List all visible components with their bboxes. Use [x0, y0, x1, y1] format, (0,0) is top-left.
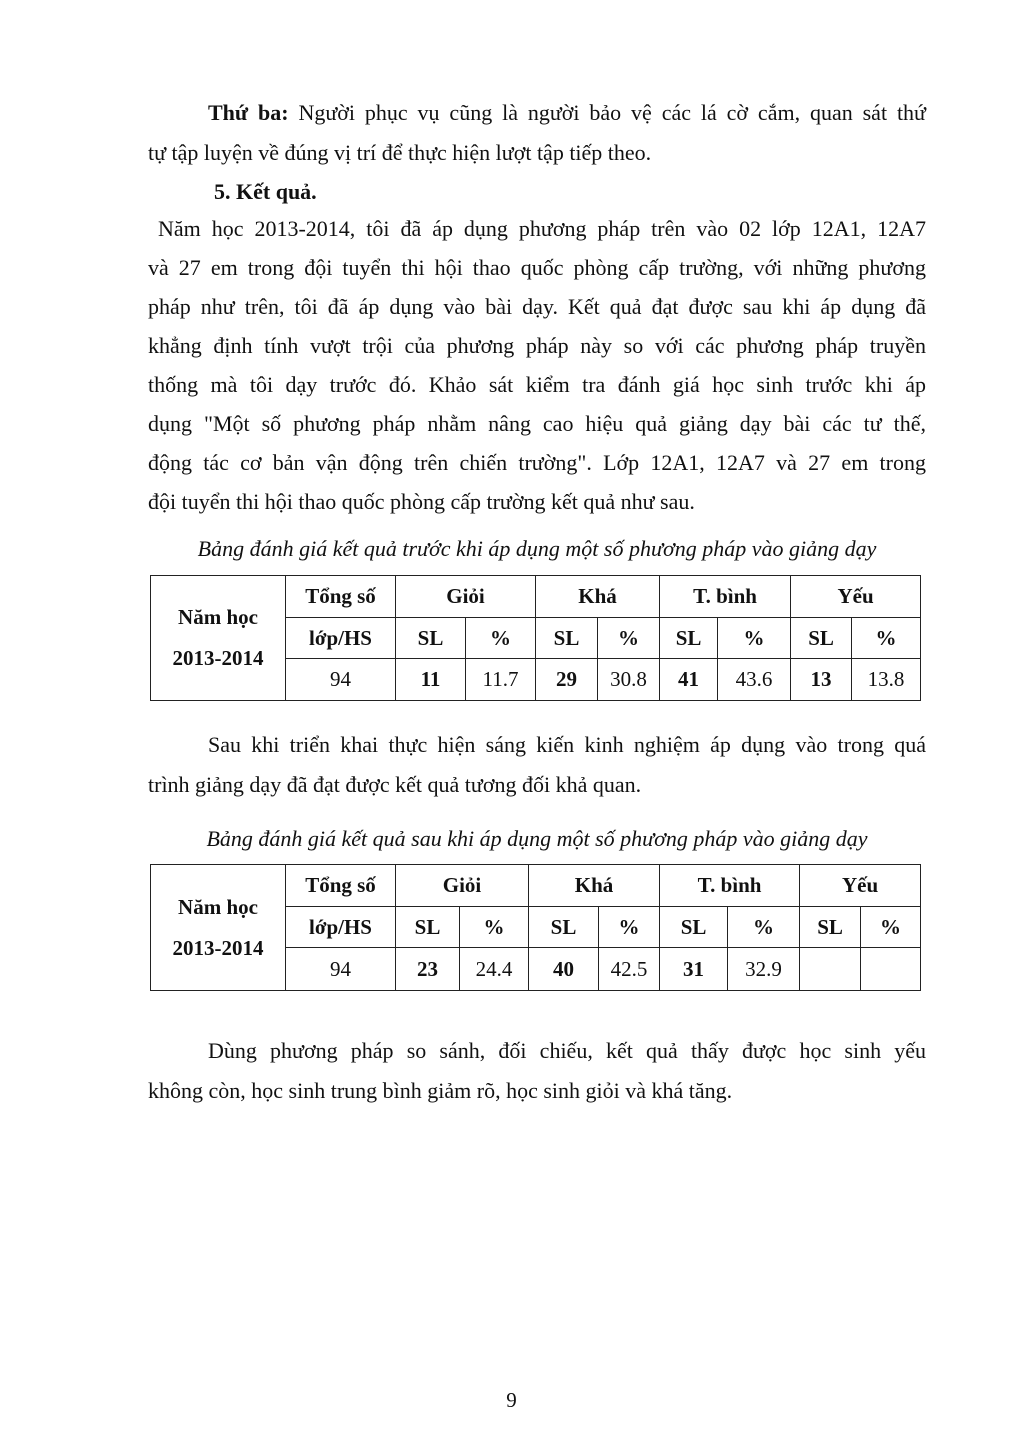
table-cell: 43.6 [718, 659, 791, 701]
table-cell: 31 [660, 948, 728, 991]
total-header-sub: lớp/HS [286, 618, 396, 659]
sl-header: SL [791, 618, 852, 659]
table-cell: 13 [791, 659, 852, 701]
group-header-kha: Khá [529, 865, 660, 907]
total-value: 94 [286, 948, 396, 991]
paragraph-line: tự tập luyện về đúng vị trí để thực hiện lượt tập tiếp theo. [148, 140, 652, 165]
year-value: 2013-2014 [172, 935, 264, 960]
paragraph-line: không còn, học sinh trung bình giảm rõ, học sinh giỏi và khá tăng. [148, 1078, 733, 1103]
pct-header: % [852, 618, 921, 659]
year-label: Năm học [178, 605, 258, 629]
table-cell: 40 [529, 948, 599, 991]
pct-header: % [599, 907, 660, 948]
table-cell: 23 [396, 948, 460, 991]
total-header-sub: lớp/HS [286, 907, 396, 948]
paragraph-line: pháp như trên, tôi đã áp dụng vào bài dạy. Kết quả đạt được sau khi áp dụng đã [148, 294, 926, 319]
table-cell: 11.7 [466, 659, 536, 701]
sl-header: SL [800, 907, 861, 948]
paragraph-line: đội tuyển thi hội thao quốc phòng cấp trường kết quả như sau. [148, 489, 695, 514]
table-cell: 11 [396, 659, 466, 701]
sl-header: SL [660, 907, 728, 948]
table-caption: Bảng đánh giá kết quả trước khi áp dụng một số phương pháp vào giảng dạy [197, 536, 877, 561]
pct-header: % [861, 907, 921, 948]
group-header-kha: Khá [536, 576, 660, 618]
paragraph-line: dụng "Một số phương pháp nhằm nâng cao hiệu quả giảng dạy bài các tư thế, [148, 411, 926, 436]
pct-header: % [598, 618, 660, 659]
table-cell: 42.5 [599, 948, 660, 991]
table-cell [861, 948, 921, 991]
year-value: 2013-2014 [172, 646, 264, 670]
paragraph-line: trình giảng dạy đã đạt được kết quả tương đối khả quan. [148, 772, 642, 797]
total-header: Tổng số [286, 865, 396, 907]
sl-header: SL [529, 907, 599, 948]
results-table-before [150, 575, 921, 701]
group-header-gioi: Giỏi [396, 576, 536, 618]
paragraph-line [208, 102, 926, 124]
table-cell: 30.8 [598, 659, 660, 701]
paragraph-line: động tác cơ bản vận động trên chiến trường". Lớp 12A1, 12A7 và 27 em trong [148, 450, 926, 475]
group-header-gioi: Giỏi [396, 865, 529, 907]
results-table-after [150, 864, 921, 991]
paragraph-lead: Thứ ba: [208, 100, 289, 125]
sl-header: SL [396, 907, 460, 948]
table-cell: 24.4 [460, 948, 529, 991]
paragraph-line: khẳng định tính vượt trội của phương pháp này so với các phương pháp truyền [148, 333, 926, 358]
year-label: Năm học [178, 894, 258, 919]
sl-header: SL [396, 618, 466, 659]
paragraph-line: Sau khi triển khai thực hiện sáng kiến kinh nghiệm áp dụng vào trong quá [208, 732, 926, 757]
paragraph-line: thống mà tôi dạy trước đó. Khảo sát kiểm tra đánh giá học sinh trước khi áp [148, 372, 926, 397]
paragraph-line: Năm học 2013-2014, tôi đã áp dụng phương pháp trên vào 02 lớp 12A1, 12A7 [158, 216, 926, 241]
total-value: 94 [286, 659, 396, 701]
pct-header: % [460, 907, 529, 948]
page-number: 9 [506, 1388, 517, 1412]
group-header-tbinh: T. bình [660, 865, 800, 907]
table-cell [800, 948, 861, 991]
pct-header: % [466, 618, 536, 659]
section-heading: 5. Kết quả. [214, 179, 317, 204]
paragraph-line: và 27 em trong đội tuyển thi hội thao quốc phòng cấp trường, với những phương [148, 255, 926, 280]
pct-header: % [728, 907, 800, 948]
group-header-tbinh: T. bình [660, 576, 791, 618]
sl-header: SL [536, 618, 598, 659]
year-cell [151, 865, 286, 991]
total-header: Tổng số [286, 576, 396, 618]
table-caption: Bảng đánh giá kết quả sau khi áp dụng một số phương pháp vào giảng dạy [206, 826, 868, 851]
table-cell: 13.8 [852, 659, 921, 701]
group-header-yeu: Yếu [791, 576, 921, 618]
sl-header: SL [660, 618, 718, 659]
table-cell: 32.9 [728, 948, 800, 991]
group-header-yeu: Yếu [800, 865, 921, 907]
pct-header: % [718, 618, 791, 659]
paragraph-line: Dùng phương pháp so sánh, đối chiếu, kết quả thấy được học sinh yếu [208, 1038, 926, 1063]
table-cell: 41 [660, 659, 718, 701]
year-cell [151, 576, 286, 701]
paragraph-text: Người phục vụ cũng là người bảo vệ các lá cờ cắm, quan sát thứ [288, 100, 926, 125]
table-cell: 29 [536, 659, 598, 701]
